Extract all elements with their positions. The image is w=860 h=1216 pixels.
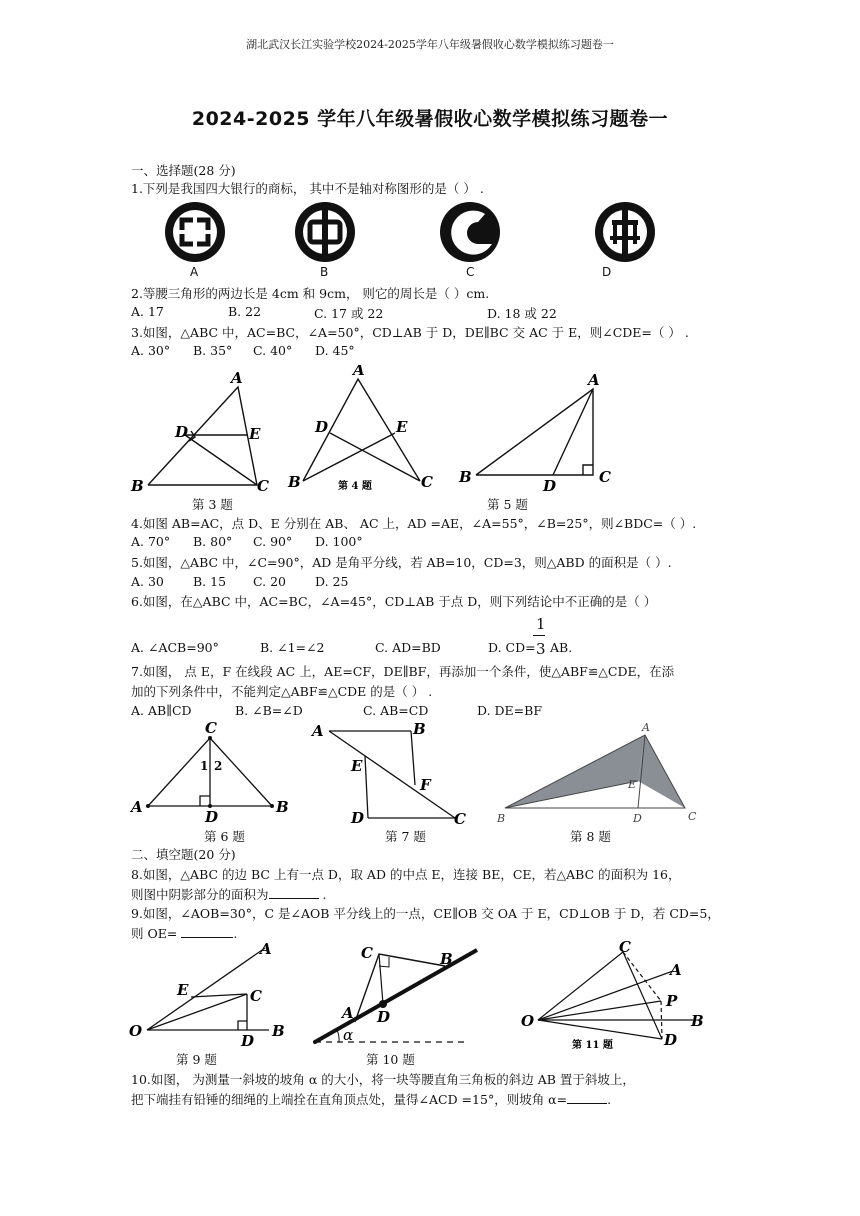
logo-letter-b: B xyxy=(320,265,329,279)
f9-label-e: E xyxy=(177,981,189,999)
f11-label-p: P xyxy=(666,992,678,1010)
f8-label-a: A xyxy=(642,721,650,734)
figures-row-1 xyxy=(125,365,625,495)
q6-fraction-numerator: 1 xyxy=(536,615,546,633)
q6-option-c: C. AD=BD xyxy=(375,640,441,655)
section-2-title: 二、填空题(20 分) xyxy=(131,847,236,862)
f4-label-a: A xyxy=(353,365,365,379)
q2-option-a: A. 17 xyxy=(131,304,164,319)
q6-fraction-bar xyxy=(533,635,545,636)
q8-line-2-text: 则图中阴影部分的面积为 xyxy=(131,887,269,902)
bank-logos xyxy=(160,200,680,264)
figure-3 xyxy=(148,387,257,485)
f8-label-c: C xyxy=(688,810,697,823)
q6-option-a: A. ∠ACB=90° xyxy=(131,640,219,655)
f6-label-b: B xyxy=(276,798,289,816)
q9-tail: . xyxy=(233,926,238,941)
q5-text: 5.如图，△ABC 中，∠C=90°，AD 是角平分线，若 AB=10，CD=3，则△ABD 的面积是（ ）. xyxy=(131,555,672,570)
q8-line-1: 8.如图，△ABC 的边 BC 上有一点 D，取 AD 的中点 E，连接 BE，CE，若△ABC 的面积为 16， xyxy=(131,867,681,882)
f4-label-c: C xyxy=(421,473,433,491)
q4-option-b: B. 80° xyxy=(193,534,233,549)
q8-answer-blank[interactable] xyxy=(269,886,319,899)
f10-label-c: C xyxy=(361,944,373,962)
figures-row-3 xyxy=(125,938,715,1050)
page-title: 2024-2025 学年八年级暑假收心数学模拟练习题卷一 xyxy=(191,108,669,130)
f6-caption: 第 6 题 xyxy=(204,829,245,844)
figure-10 xyxy=(315,950,477,1042)
figure-8 xyxy=(505,735,685,808)
f8-label-b: B xyxy=(497,812,506,825)
f8-label-d: D xyxy=(633,812,642,825)
q6-text: 6.如图，在△ABC 中，AC=BC，∠A=45°，CD⊥AB 于点 D，则下列结论中不正确的是（ ） xyxy=(131,594,657,609)
q3-option-a: A. 30° xyxy=(131,343,171,358)
q9-answer-blank[interactable] xyxy=(181,925,233,938)
figure-5 xyxy=(476,389,593,475)
f7-label-b: B xyxy=(413,720,426,738)
f9-caption: 第 9 题 xyxy=(176,1052,217,1067)
f3-caption: 第 3 题 xyxy=(192,497,233,512)
f11-label-o: O xyxy=(521,1012,535,1030)
f11-caption: 第 11 题 xyxy=(572,1040,613,1050)
f5-label-b: B xyxy=(459,468,472,486)
q8-tail: . xyxy=(322,887,327,902)
logo-a-icbc-icon xyxy=(165,202,225,262)
f3-label-e: E xyxy=(249,425,261,443)
f5-label-c: C xyxy=(599,468,611,486)
q6-option-d: D. CD= xyxy=(488,640,536,655)
q7-option-d: D. DE=BF xyxy=(477,703,543,718)
q6-fraction-denominator: 3 xyxy=(536,640,546,658)
f10-label-alpha: α xyxy=(343,1026,354,1044)
q9-line-2-text: 则 OE= xyxy=(131,926,178,941)
f3-label-d: D xyxy=(175,423,189,441)
q2-text: 2.等腰三角形的两边长是 4cm 和 9cm， 则它的周长是（ ）cm. xyxy=(131,286,490,301)
f5-caption: 第 5 题 xyxy=(487,497,528,512)
f9-label-c: C xyxy=(250,987,262,1005)
f10-label-b: B xyxy=(440,950,453,968)
f9-label-a: A xyxy=(260,940,272,958)
q2-option-c: C. 17 或 22 xyxy=(314,306,384,321)
f3-label-b: B xyxy=(131,477,144,495)
f10-caption: 第 10 题 xyxy=(366,1052,415,1067)
f11-label-a: A xyxy=(670,961,682,979)
figure-7 xyxy=(329,731,455,818)
q5-option-c: C. 20 xyxy=(253,574,286,589)
q7-option-b: B. ∠B=∠D xyxy=(235,703,303,718)
q10-line-2-text: 把下端挂有铅锤的细绳的上端拴在直角顶点处，量得∠ACD =15°，则坡角 α= xyxy=(131,1092,568,1107)
logo-c-ccb-icon xyxy=(440,202,500,262)
q3-option-b: B. 35° xyxy=(193,343,233,358)
f4-label-b: B xyxy=(288,473,301,491)
q5-option-d: D. 25 xyxy=(315,574,349,589)
q4-option-c: C. 90° xyxy=(253,534,293,549)
f6-label-1: 1 xyxy=(200,759,209,773)
logo-d-abc-icon xyxy=(595,202,655,262)
f11-label-c: C xyxy=(619,938,631,956)
q1-text: 1.下列是我国四大银行的商标， 其中不是轴对称图形的是（ ） . xyxy=(131,181,484,196)
f7-label-d: D xyxy=(351,809,365,827)
q8-line-2 xyxy=(131,886,326,903)
f5-label-d: D xyxy=(543,477,557,495)
q10-line-1: 10.如图， 为测量一斜坡的坡角 α 的大小，将一块等腰直角三角板的斜边 AB 置于斜坡上， xyxy=(131,1072,635,1087)
f6-label-d: D xyxy=(205,808,219,826)
q2-option-d: D. 18 或 22 xyxy=(487,306,557,321)
f8-caption: 第 8 题 xyxy=(570,829,611,844)
f7-label-f: F xyxy=(420,776,431,794)
f10-label-a: A xyxy=(342,1004,354,1022)
logo-letter-a: A xyxy=(190,265,199,279)
logo-b-boc-icon xyxy=(295,202,355,262)
f4-label-d: D xyxy=(315,418,329,436)
q7-line-2: 加的下列条件中，不能判定△ABF≌△CDE 的是（ ） . xyxy=(131,684,433,699)
page-header: 湖北武汉长江实验学校2024-2025学年八年级暑假收心数学模拟练习题卷一 xyxy=(246,38,614,51)
figures-row-2 xyxy=(125,718,705,828)
f7-label-a: A xyxy=(312,722,324,740)
f7-label-c: C xyxy=(454,810,466,828)
q4-text: 4.如图 AB=AC，点 D、E 分别在 AB、 AC 上，AD =AE，∠A=55°，∠B=25°，则∠BDC=（ ）. xyxy=(131,516,697,531)
q7-option-c: C. AB=CD xyxy=(363,703,429,718)
f7-caption: 第 7 题 xyxy=(385,829,426,844)
f4-caption: 第 4 题 xyxy=(338,481,372,492)
q4-option-a: A. 70° xyxy=(131,534,171,549)
q5-option-a: A. 30 xyxy=(131,574,164,589)
q6-option-d-tail: AB. xyxy=(550,640,573,655)
q7-option-a: A. AB∥CD xyxy=(131,703,192,718)
q3-text: 3.如图，△ABC 中，AC=BC，∠A=50°，CD⊥AB 于 D，DE∥BC 交 AC 于 E，则∠CDE=（ ） . xyxy=(131,325,689,340)
f11-label-b: B xyxy=(691,1012,704,1030)
f4-label-e: E xyxy=(396,418,408,436)
q4-option-d: D. 100° xyxy=(315,534,363,549)
q3-option-c: C. 40° xyxy=(253,343,293,358)
f5-label-a: A xyxy=(588,371,600,389)
f9-label-o: O xyxy=(129,1022,143,1040)
section-1-title: 一、选择题(28 分) xyxy=(131,163,236,178)
q3-option-d: D. 45° xyxy=(315,343,355,358)
q10-line-2 xyxy=(131,1091,611,1108)
figure-6 xyxy=(148,738,272,806)
q9-line-1: 9.如图，∠AOB=30°，C 是∠AOB 平分线上的一点，CE∥OB 交 OA 于 E，CD⊥OB 于 D，若 CD=5， xyxy=(131,906,720,921)
f8-label-e: E xyxy=(628,778,637,791)
q6-option-b: B. ∠1=∠2 xyxy=(260,640,325,655)
logo-letter-d: D xyxy=(602,265,612,279)
f10-label-d: D xyxy=(377,1008,391,1026)
f11-label-d: D xyxy=(664,1031,678,1049)
f9-label-d: D xyxy=(241,1032,255,1050)
q10-answer-blank[interactable] xyxy=(567,1091,607,1104)
f7-label-e: E xyxy=(351,757,363,775)
f6-label-2: 2 xyxy=(214,759,223,773)
q10-tail: . xyxy=(607,1092,612,1107)
q7-line-1: 7.如图， 点 E，F 在线段 AC 上，AE=CF，DE∥BF，再添加一个条件，使△ABF≌△CDE，在添 xyxy=(131,664,675,679)
q2-option-b: B. 22 xyxy=(228,304,262,319)
f6-label-a: A xyxy=(131,798,143,816)
f9-label-b: B xyxy=(272,1022,285,1040)
q5-option-b: B. 15 xyxy=(193,574,227,589)
logo-letter-c: C xyxy=(466,265,475,279)
f3-label-a: A xyxy=(231,369,243,387)
f6-label-c: C xyxy=(205,719,217,737)
f3-label-c: C xyxy=(257,477,269,495)
